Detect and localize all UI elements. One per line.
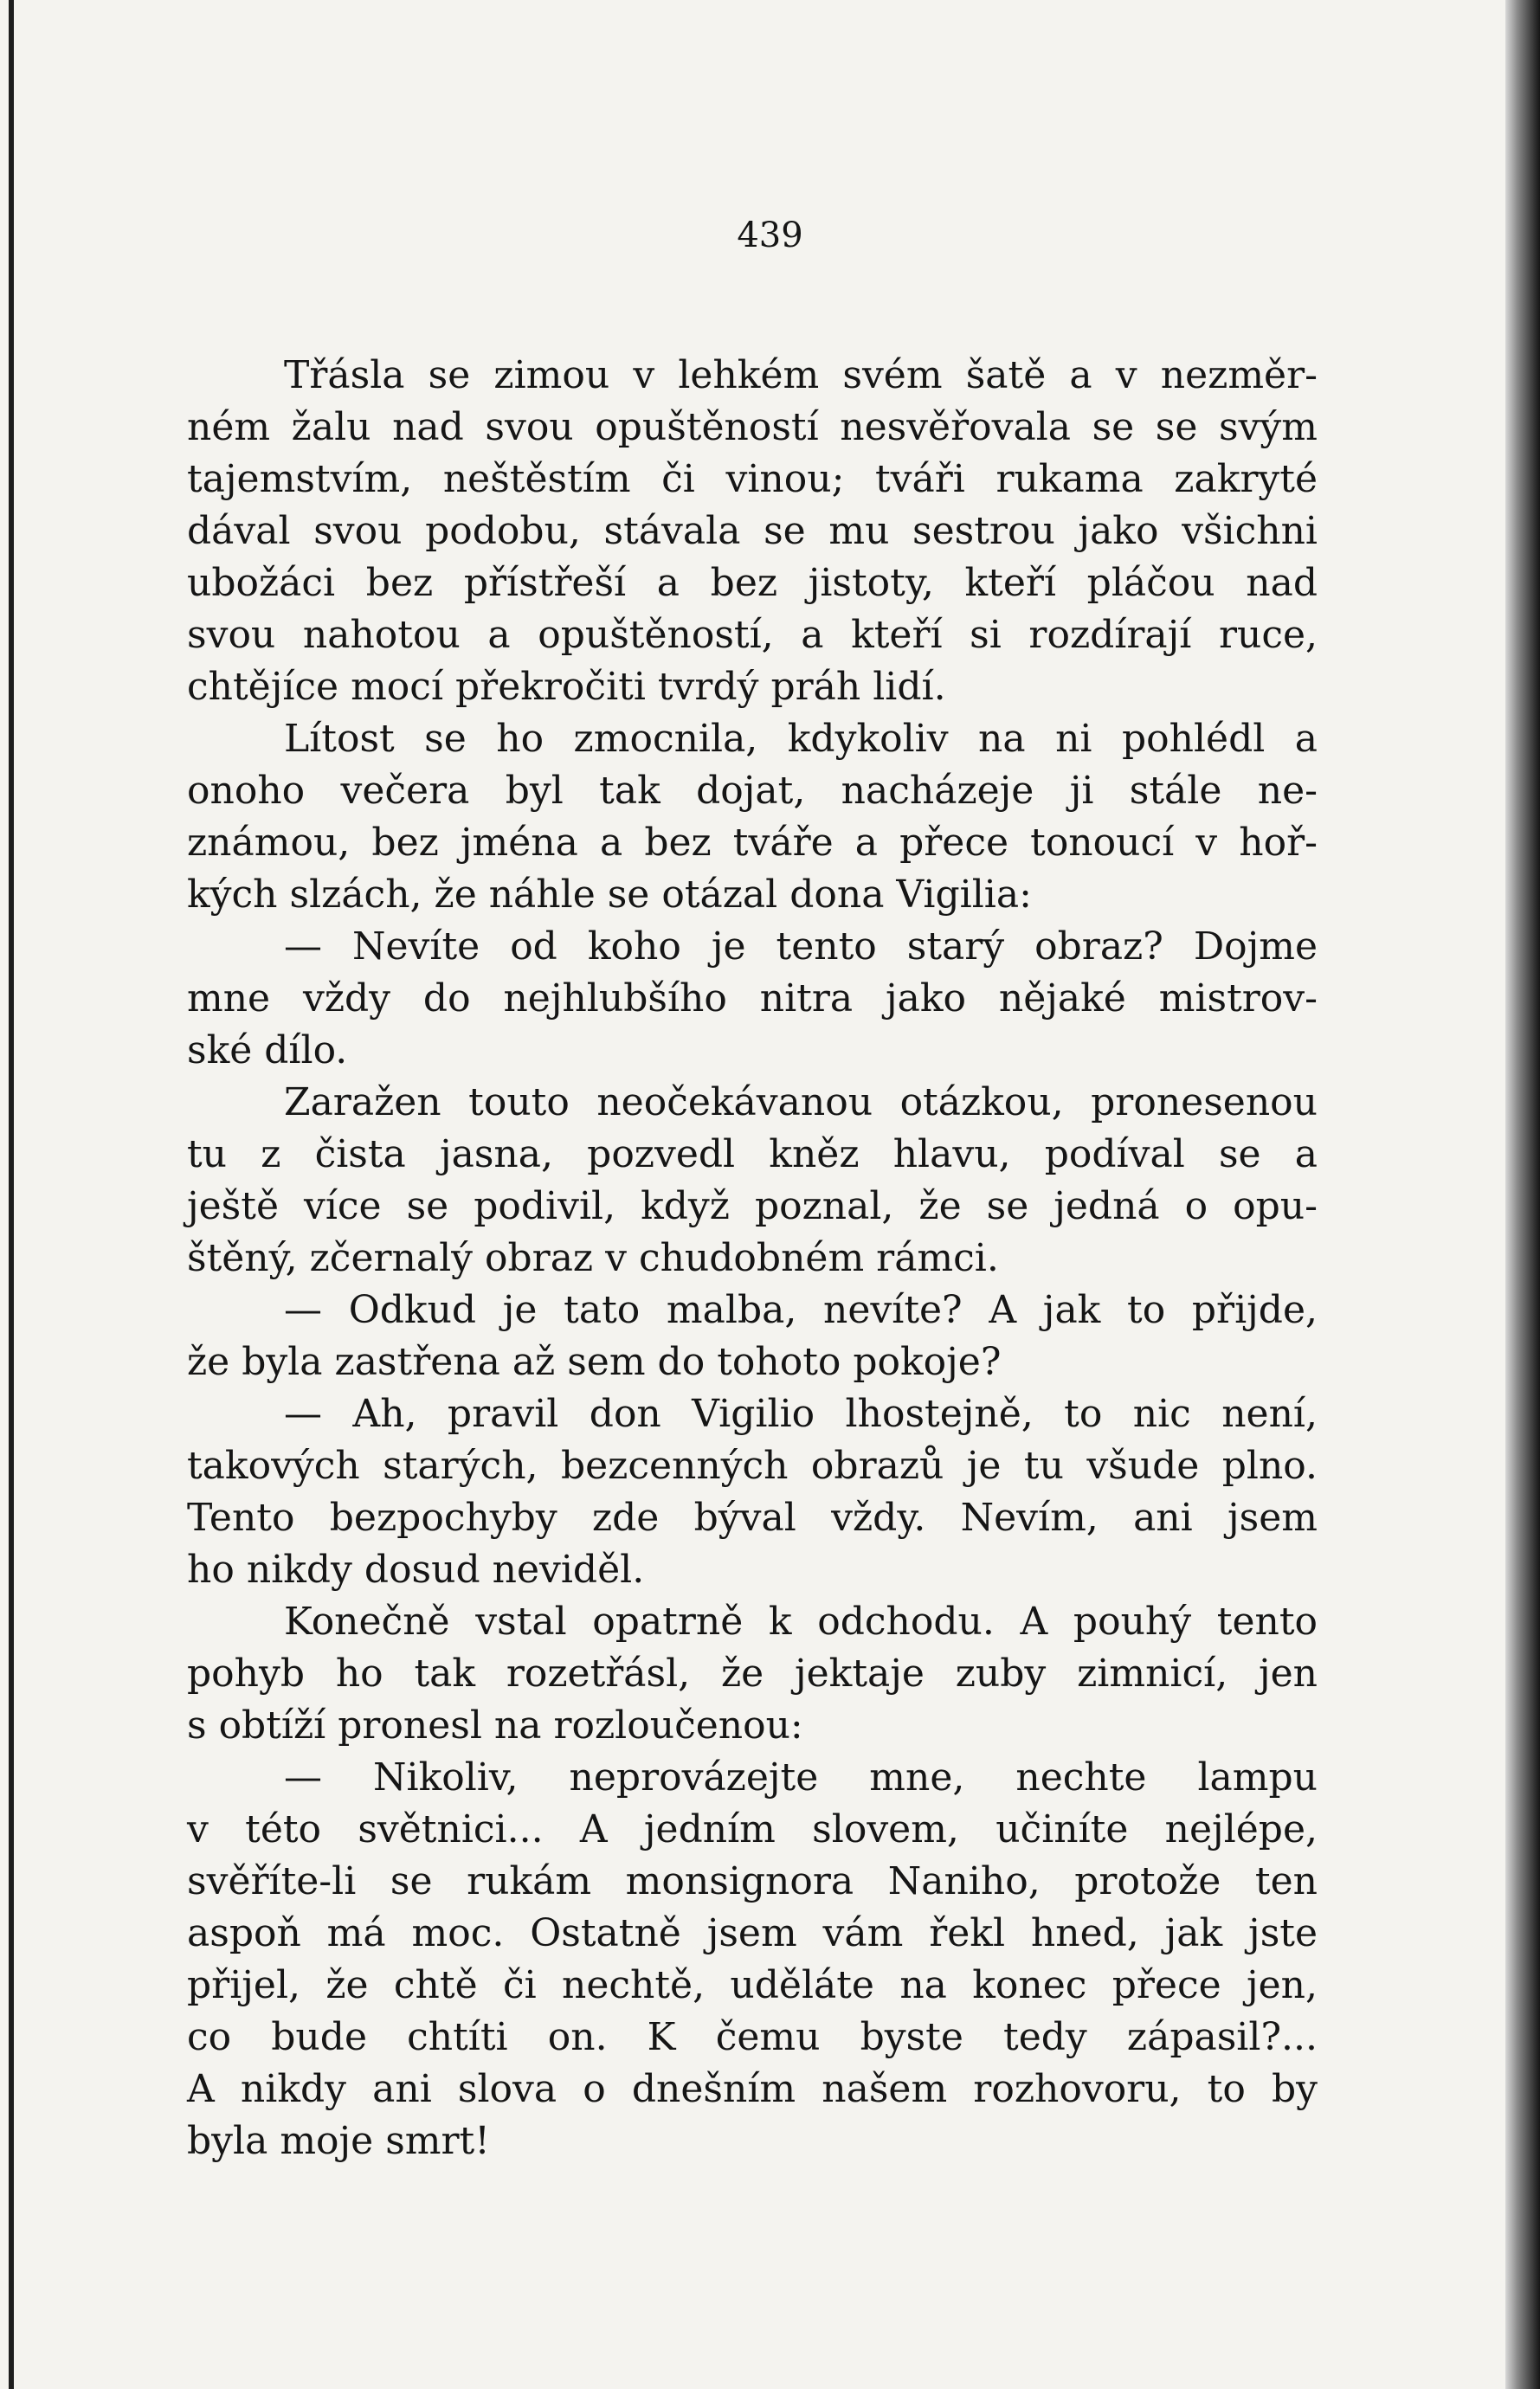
text-line: chtějíce mocí překročiti tvrdý práh lidí.	[187, 665, 946, 709]
text-line: byla moje smrt!	[187, 2119, 490, 2163]
text-line: ubožáci bez přístřeší a bez jistoty, kteří pláčou nad	[187, 561, 1318, 605]
text-line: A nikdy ani slova o dnešním našem rozhovoru, to by	[187, 2067, 1318, 2111]
text-line: s obtíží pronesl na rozloučenou:	[187, 1703, 803, 1748]
text-line: ještě více se podivil, když poznal, že se jedná o opu-	[187, 1184, 1318, 1228]
text-line: Zaražen touto neočekávanou otázkou, pronesenou	[284, 1080, 1318, 1124]
text-line: aspoň má moc. Ostatně jsem vám řekl hned, jak jste	[187, 1911, 1318, 1955]
text-line: — Nikoliv, neprovázejte mne, nechte lampu	[284, 1755, 1318, 1800]
text-line: mne vždy do nejhlubšího nitra jako nějaké mistrov-	[187, 976, 1318, 1021]
text-line: dával svou podobu, stávala se mu sestrou jako všichni	[187, 509, 1318, 553]
text-line: tu z čista jasna, pozvedl kněz hlavu, podíval se a	[187, 1132, 1318, 1176]
text-line: ho nikdy dosud neviděl.	[187, 1548, 645, 1592]
text-line: — Nevíte od koho je tento starý obraz? Dojme	[284, 924, 1318, 969]
text-line: svěříte-li se rukám monsignora Naniho, protože ten	[187, 1859, 1318, 1903]
text-line: ném žalu nad svou opuštěností nesvěřovala se se svým	[187, 405, 1318, 449]
text-line: tajemstvím, neštěstím či vinou; tváři rukama zakryté	[187, 457, 1318, 501]
text-line: Tento bezpochyby zde býval vždy. Nevím, ani jsem	[187, 1496, 1318, 1540]
text-line: svou nahotou a opuštěností, a kteří si rozdírají ruce,	[187, 613, 1318, 657]
text-line: kých slzách, že náhle se otázal dona Vigilia:	[187, 873, 1032, 917]
text-line: takových starých, bezcenných obrazů je tu všude plno.	[187, 1444, 1318, 1488]
text-line: onoho večera byl tak dojat, nacházeje ji stále ne-	[187, 769, 1318, 813]
left-margin-rule	[9, 0, 14, 2389]
text-line: známou, bez jména a bez tváře a přece tonoucí v hoř-	[187, 821, 1318, 865]
text-line: že byla zastřena až sem do tohoto pokoje?	[187, 1340, 1002, 1384]
text-line: štěný, zčernalý obraz v chudobném rámci.	[187, 1236, 999, 1280]
text-line: v této světnici... A jedním slovem, učiníte nejlépe,	[187, 1807, 1318, 1851]
text-line: co bude chtíti on. K čemu byste tedy zápasil?...	[187, 2015, 1318, 2059]
text-line: Konečně vstal opatrně k odchodu. A pouhý tento	[284, 1600, 1318, 1644]
text-line: ské dílo.	[187, 1028, 348, 1072]
page-number: 439	[737, 216, 803, 255]
page-edge-shadow	[1505, 0, 1540, 2389]
text-line: — Ah, pravil don Vigilio lhostejně, to nic není,	[284, 1392, 1318, 1436]
body-text	[187, 350, 1318, 2167]
text-line: přijel, že chtě či nechtě, uděláte na konec přece jen,	[187, 1963, 1318, 2007]
text-line: pohyb ho tak rozetřásl, že jektaje zuby zimnicí, jen	[187, 1652, 1318, 1696]
text-line: Třásla se zimou v lehkém svém šatě a v nezměr-	[284, 353, 1318, 397]
text-line: Lítost se ho zmocnila, kdykoliv na ni pohlédl a	[284, 717, 1318, 761]
text-line: — Odkud je tato malba, nevíte? A jak to přijde,	[284, 1288, 1318, 1332]
